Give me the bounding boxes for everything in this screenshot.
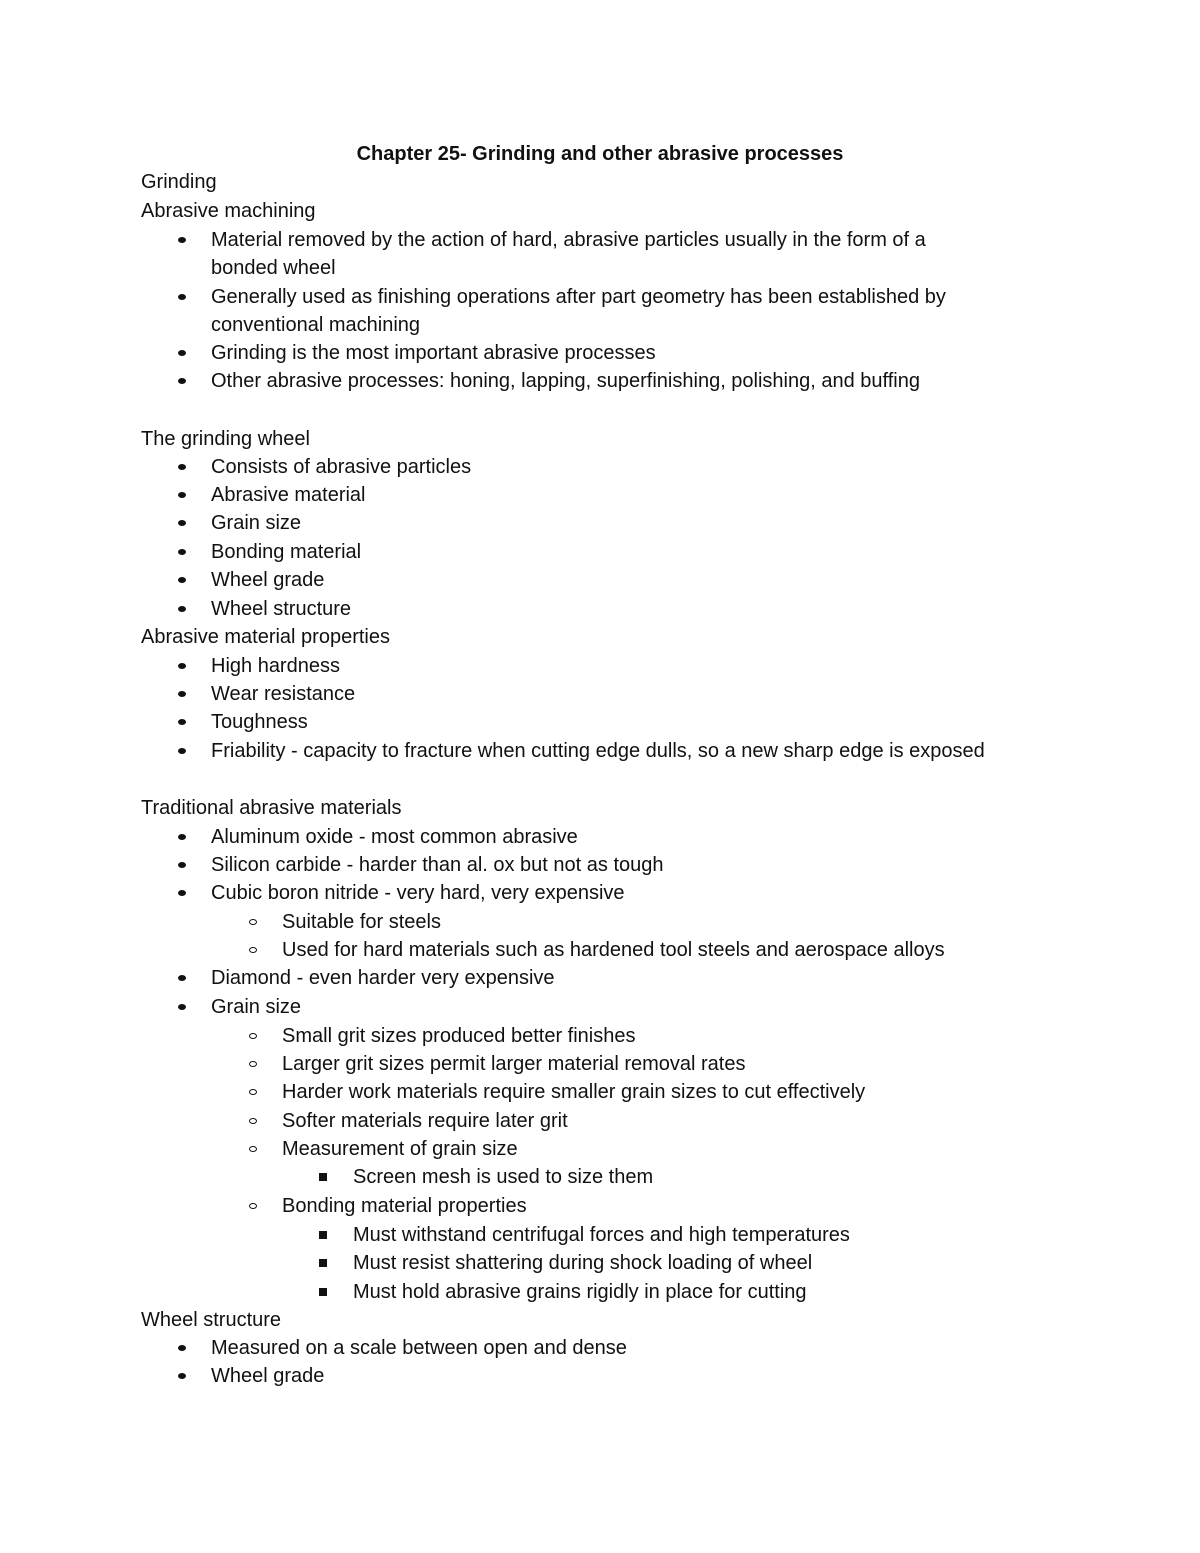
bullet-disc-icon	[178, 691, 186, 697]
list-item: Diamond - even harder very expensive	[211, 967, 555, 989]
bullet-disc-icon	[178, 834, 186, 840]
list-item: Must hold abrasive grains rigidly in place for cutting	[353, 1281, 807, 1303]
list-item: Friability - capacity to fracture when cutting edge dulls, so a new sharp edge is exposed	[211, 740, 985, 762]
list-item: Used for hard materials such as hardened tool steels and aerospace alloys	[282, 939, 945, 961]
list-item: Silicon carbide - harder than al. ox but not as tough	[211, 854, 664, 876]
section-heading: Abrasive material properties	[141, 626, 390, 648]
bullet-circle-icon	[249, 1146, 257, 1152]
list-item: Measured on a scale between open and dense	[211, 1337, 627, 1359]
list-item: Wheel structure	[211, 598, 352, 620]
bullet-circle-icon	[249, 947, 257, 953]
bullet-disc-icon	[178, 890, 186, 896]
bullet-disc-icon	[178, 294, 186, 300]
bullet-circle-icon	[249, 919, 257, 925]
list-item: Cubic boron nitride - very hard, very expensive	[211, 882, 625, 904]
list-item: Material removed by the action of hard, abrasive particles usually in the form of a	[211, 229, 926, 251]
bullet-circle-icon	[249, 1203, 257, 1209]
list-item: bonded wheel	[211, 257, 336, 279]
list-item: Generally used as finishing operations after part geometry has been established by	[211, 286, 946, 308]
list-item: Wheel grade	[211, 1365, 325, 1387]
bullet-disc-icon	[178, 520, 186, 526]
page-title: Chapter 25- Grinding and other abrasive processes	[356, 143, 844, 165]
list-item: Screen mesh is used to size them	[353, 1166, 654, 1188]
list-item: Other abrasive processes: honing, lapping, superfinishing, polishing, and buffing	[211, 370, 920, 392]
list-item: Wheel grade	[211, 569, 325, 591]
bullet-disc-icon	[178, 606, 186, 612]
bullet-disc-icon	[178, 1373, 186, 1379]
bullet-circle-icon	[249, 1033, 257, 1039]
list-item: Must withstand centrifugal forces and high temperatures	[353, 1224, 850, 1246]
list-item: conventional machining	[211, 314, 421, 336]
bullet-square-icon	[319, 1259, 327, 1267]
bullet-disc-icon	[178, 663, 186, 669]
section-heading: Traditional abrasive materials	[141, 797, 402, 819]
list-item: High hardness	[211, 655, 340, 677]
list-item: Toughness	[211, 711, 308, 733]
bullet-disc-icon	[178, 577, 186, 583]
bullet-disc-icon	[178, 862, 186, 868]
list-item: Aluminum oxide - most common abrasive	[211, 826, 578, 848]
list-item: Measurement of grain size	[282, 1138, 518, 1160]
list-item: Harder work materials require smaller grain sizes to cut effectively	[282, 1081, 866, 1103]
bullet-disc-icon	[178, 492, 186, 498]
bullet-circle-icon	[249, 1061, 257, 1067]
section-heading: Abrasive machining	[141, 200, 316, 222]
list-item: Must resist shattering during shock loading of wheel	[353, 1252, 813, 1274]
bullet-disc-icon	[178, 464, 186, 470]
bullet-disc-icon	[178, 748, 186, 754]
bullet-disc-icon	[178, 719, 186, 725]
list-item: Consists of abrasive particles	[211, 456, 472, 478]
bullet-disc-icon	[178, 975, 186, 981]
section-heading: Grinding	[141, 171, 217, 193]
bullet-disc-icon	[178, 549, 186, 555]
section-heading: Wheel structure	[141, 1309, 282, 1331]
list-item: Small grit sizes produced better finishes	[282, 1025, 636, 1047]
bullet-disc-icon	[178, 378, 186, 384]
bullet-square-icon	[319, 1231, 327, 1239]
list-item: Larger grit sizes permit larger material removal rates	[282, 1053, 746, 1075]
section-heading: The grinding wheel	[141, 428, 310, 450]
list-item: Bonding material	[211, 541, 362, 563]
bullet-disc-icon	[178, 237, 186, 243]
bullet-square-icon	[319, 1173, 327, 1181]
bullet-disc-icon	[178, 1345, 186, 1351]
list-item: Grain size	[211, 996, 302, 1018]
list-item: Grain size	[211, 512, 302, 534]
bullet-circle-icon	[249, 1089, 257, 1095]
bullet-square-icon	[319, 1288, 327, 1296]
bullet-circle-icon	[249, 1118, 257, 1124]
bullet-disc-icon	[178, 1004, 186, 1010]
list-item: Wear resistance	[211, 683, 356, 705]
list-item: Bonding material properties	[282, 1195, 527, 1217]
list-item: Abrasive material	[211, 484, 366, 506]
bullet-disc-icon	[178, 350, 186, 356]
list-item: Suitable for steels	[282, 911, 441, 933]
list-item: Grinding is the most important abrasive processes	[211, 342, 656, 364]
list-item: Softer materials require later grit	[282, 1110, 568, 1132]
